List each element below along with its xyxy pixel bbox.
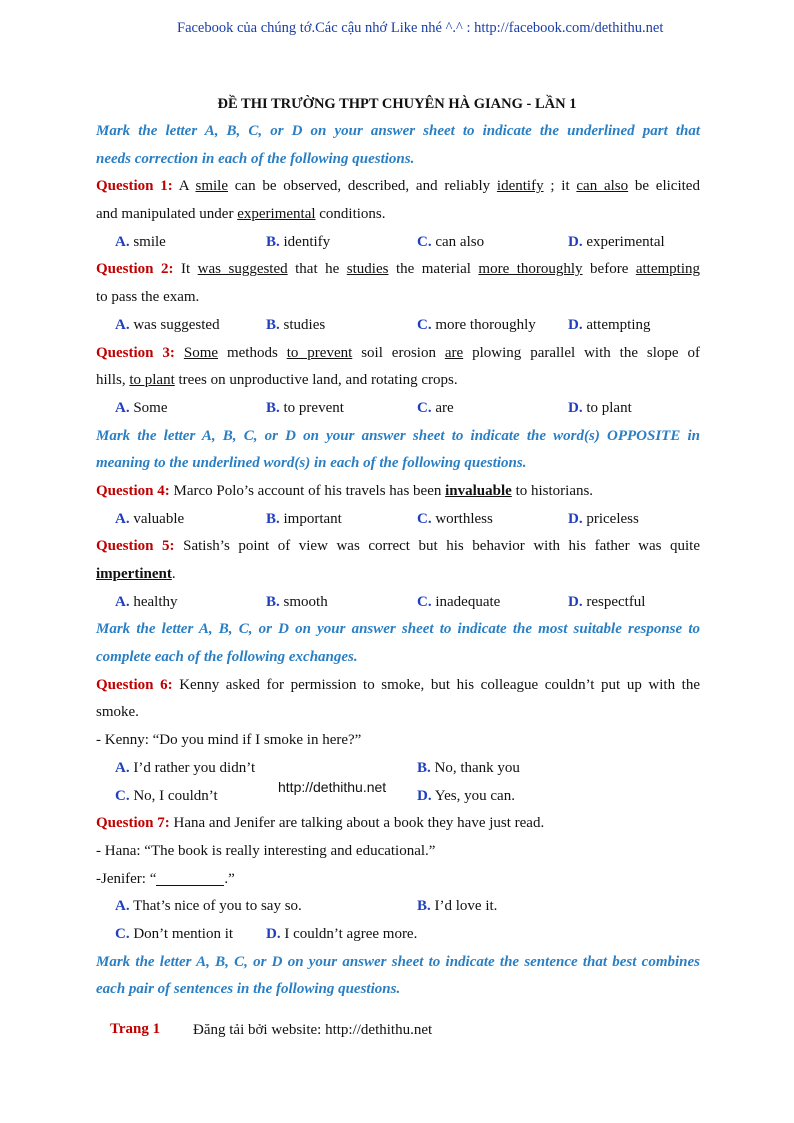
q3-text: hills, (96, 372, 130, 389)
question-7-dialogue-jenifer (96, 866, 700, 894)
q6-option-d[interactable] (417, 783, 515, 811)
option-text: Some (133, 399, 168, 416)
question-4-options (96, 506, 700, 534)
instruction-4-line-2: each pair of sentences in the following questions. (96, 981, 401, 998)
question-3-line-1 (96, 340, 700, 368)
option-text: more thoroughly (435, 316, 536, 333)
q2-underlined-c: more thoroughly (478, 261, 583, 278)
option-letter-d: D. (568, 316, 583, 333)
option-letter-a: A. (115, 510, 130, 527)
q3-option-c[interactable] (417, 395, 454, 423)
option-text: inadequate (435, 593, 501, 610)
q1-text: conditions. (315, 206, 386, 223)
q1-underlined-c: can also (576, 178, 629, 195)
q6-option-b[interactable] (417, 755, 520, 783)
q3-text: plowing parallel with the slope of (463, 344, 700, 361)
question-6-label: Question 6: (96, 676, 173, 693)
option-text: That’s nice of you to say so. (133, 898, 302, 915)
q1-option-d[interactable] (568, 229, 665, 257)
option-text: Yes, you can. (434, 787, 515, 804)
option-letter-d: D. (417, 787, 432, 804)
option-text: important (283, 510, 342, 527)
page-footer (110, 1021, 670, 1038)
q3-option-a[interactable] (115, 395, 168, 423)
question-3-options (96, 395, 700, 423)
question-2-line-1 (96, 256, 700, 284)
q1-text: can be observed, described, and reliably (228, 178, 497, 195)
q2-underlined-a: was suggested (197, 261, 288, 278)
q5-option-b[interactable] (266, 589, 328, 617)
option-letter-a: A. (115, 399, 130, 416)
q6-text: Kenny asked for permission to smoke, but his colleague couldn’t put up with the (172, 676, 700, 693)
option-text: are (435, 399, 454, 416)
q3-option-b[interactable] (266, 395, 344, 423)
option-text: experimental (586, 233, 665, 250)
facebook-link[interactable]: Facebook của chúng tớ.Các cậu nhớ Like nhé ^.^ : http://facebook.com/dethithu.net (177, 20, 664, 36)
q6-option-a[interactable] (115, 755, 255, 783)
q7-text: -Jenifer: “ (96, 870, 157, 887)
q4-text: Marco Polo’s account of his travels has been (169, 482, 446, 499)
option-letter-b: B. (266, 233, 280, 250)
q2-option-c[interactable] (417, 312, 536, 340)
question-7-label: Question 7: (96, 815, 170, 832)
option-letter-a: A. (115, 759, 130, 776)
q5-option-c[interactable] (417, 589, 500, 617)
option-letter-a: A. (115, 233, 130, 250)
q3-text: soil erosion (352, 344, 445, 361)
q3-underlined-d: to plant (129, 372, 175, 389)
option-text: to plant (586, 399, 632, 416)
option-text: was suggested (133, 316, 220, 333)
q3-text: trees on unproductive land, and rotating crops. (174, 372, 458, 389)
q4-option-d[interactable] (568, 506, 639, 534)
q5-underlined-word: impertinent (96, 566, 172, 582)
option-text: I’d rather you didn’t (133, 759, 256, 776)
question-6-options-row-1 (96, 755, 700, 783)
q4-text: to historians. (511, 482, 594, 499)
q1-text: ; it (543, 178, 577, 195)
instruction-1-line-1: Mark the letter A, B, C, or D on your answer sheet to indicate the underlined part that (96, 123, 700, 139)
option-text: I couldn’t agree more. (284, 925, 418, 942)
option-letter-a: A. (115, 593, 130, 610)
q7-option-d[interactable] (266, 921, 417, 949)
q2-option-b[interactable] (266, 312, 325, 340)
answer-blank (156, 869, 224, 886)
option-text: worthless (435, 510, 493, 527)
instruction-2-line-1: Mark the letter A, B, C, or D on your answer sheet to indicate the word(s) OPPOSITE in (96, 427, 700, 444)
question-5-line-1 (96, 533, 700, 561)
question-7-options-row-1 (96, 893, 700, 921)
option-text: smooth (283, 593, 328, 610)
option-letter-d: D. (568, 233, 583, 250)
q7-text: Hana and Jenifer are talking about a book they have just read. (169, 815, 545, 832)
q1-text: and manipulated under (96, 206, 238, 223)
question-5-options (96, 589, 700, 617)
option-text: studies (283, 316, 326, 333)
q7-option-b[interactable] (417, 893, 497, 921)
q1-text: be elicited (628, 178, 700, 195)
question-6-options-row-2 (96, 778, 700, 811)
option-letter-c: C. (417, 233, 432, 250)
option-text: respectful (586, 593, 646, 610)
instruction-4-line-1: Mark the letter A, B, C, or D on your answer sheet to indicate the sentence that best combines (96, 953, 700, 970)
question-4-line-1 (96, 478, 700, 506)
option-text: attempting (586, 316, 651, 333)
q1-underlined-b: identify (496, 178, 544, 195)
q6-option-c[interactable] (115, 783, 218, 811)
option-text: I’d love it. (434, 898, 498, 915)
q4-option-a[interactable] (115, 506, 184, 534)
q3-underlined-b: to prevent (286, 344, 353, 361)
question-5-label: Question 5: (96, 538, 175, 555)
option-text: Don’t mention it (133, 925, 234, 942)
q2-underlined-b: studies (346, 261, 389, 278)
q2-text: that he (287, 261, 347, 278)
question-2-options (96, 312, 700, 340)
q5-option-d[interactable] (568, 589, 645, 617)
option-letter-a: A. (115, 898, 130, 915)
option-text: No, thank you (434, 759, 520, 776)
option-letter-d: D. (568, 510, 583, 527)
question-6-dialogue: - Kenny: “Do you mind if I smoke in here?” (96, 732, 362, 749)
q4-option-c[interactable] (417, 506, 493, 534)
q2-text: before (582, 261, 636, 278)
option-letter-b: B. (266, 510, 280, 527)
option-letter-c: C. (417, 510, 432, 527)
question-1-label: Question 1: (96, 178, 173, 195)
q4-option-b[interactable] (266, 506, 342, 534)
option-letter-c: C. (115, 925, 130, 942)
option-text: healthy (133, 593, 178, 610)
question-7-line-1 (96, 810, 700, 838)
q2-option-d[interactable] (568, 312, 651, 340)
option-letter-d: D. (568, 593, 583, 610)
option-letter-b: B. (266, 399, 280, 416)
option-letter-c: C. (417, 399, 432, 416)
q4-underlined-word: invaluable (445, 482, 512, 499)
page-number: Trang 1 (110, 1021, 161, 1037)
instruction-2-line-2: meaning to the underlined word(s) in each of the following questions. (96, 455, 527, 472)
question-1-options (96, 229, 700, 257)
exam-content (96, 118, 700, 1004)
option-letter-b: B. (266, 593, 280, 610)
option-letter-c: C. (417, 316, 432, 333)
option-text: No, I couldn’t (133, 787, 218, 804)
q3-underlined-c: are (444, 344, 464, 361)
q5-option-a[interactable] (115, 589, 178, 617)
option-text: smile (133, 233, 166, 250)
option-letter-d: D. (266, 925, 281, 942)
option-text: to prevent (283, 399, 344, 416)
option-text: identify (283, 233, 331, 250)
q1-underlined-a: smile (195, 178, 228, 195)
instruction-3-line-2: complete each of the following exchanges. (96, 649, 358, 666)
q5-text: . (171, 566, 176, 582)
question-1-line-2 (96, 201, 700, 229)
q3-underlined-a: Some (183, 344, 219, 361)
q5-text: Satish’s point of view was correct but his behavior with his father was quite (174, 538, 700, 555)
option-letter-b: B. (266, 316, 280, 333)
q1-option-a[interactable] (115, 229, 166, 257)
footer-website[interactable]: Đăng tải bởi website: http://dethithu.net (193, 1022, 433, 1038)
option-text: valuable (133, 510, 185, 527)
q3-option-d[interactable] (568, 395, 632, 423)
question-5-line-2 (96, 561, 700, 589)
q2-option-a[interactable] (115, 312, 220, 340)
q1-option-c[interactable] (417, 229, 484, 257)
question-6-line-2: smoke. (96, 704, 139, 721)
question-2-label: Question 2: (96, 261, 174, 278)
option-letter-d: D. (568, 399, 583, 416)
q1-underlined-d: experimental (237, 206, 316, 223)
question-1-line-1 (96, 173, 700, 201)
q1-text: A (178, 178, 196, 195)
instruction-3-line-1: Mark the letter A, B, C, or D on your answer sheet to indicate the most suitable response to (96, 621, 700, 638)
watermark-link: http://dethithu.net (278, 778, 387, 795)
option-letter-c: C. (115, 787, 130, 804)
q2-underlined-d: attempting (635, 261, 701, 278)
question-6-line-1 (96, 672, 700, 700)
q1-option-b[interactable] (266, 229, 330, 257)
q7-option-c[interactable] (115, 921, 233, 949)
q7-text: .” (224, 870, 235, 887)
question-3-line-2 (96, 367, 700, 395)
exam-title: ĐỀ THI TRƯỜNG THPT CHUYÊN HÀ GIANG - LẦN 1 (217, 96, 577, 112)
question-3-label: Question 3: (96, 344, 175, 361)
question-7-dialogue-hana: - Hana: “The book is really interesting and educational.” (96, 842, 436, 859)
q3-text: methods (218, 344, 287, 361)
option-letter-b: B. (417, 759, 431, 776)
option-text: priceless (586, 510, 639, 527)
instruction-1-line-2: needs correction in each of the following questions. (96, 150, 415, 167)
option-letter-c: C. (417, 593, 432, 610)
q7-option-a[interactable] (115, 893, 302, 921)
question-7-options-row-2 (96, 921, 700, 949)
q2-text: the material (388, 261, 479, 278)
question-4-label: Question 4: (96, 482, 170, 499)
question-2-line-2: to pass the exam. (96, 289, 200, 306)
option-letter-b: B. (417, 898, 431, 915)
option-letter-a: A. (115, 316, 130, 333)
q2-text: It (173, 261, 198, 278)
option-text: can also (435, 233, 485, 250)
